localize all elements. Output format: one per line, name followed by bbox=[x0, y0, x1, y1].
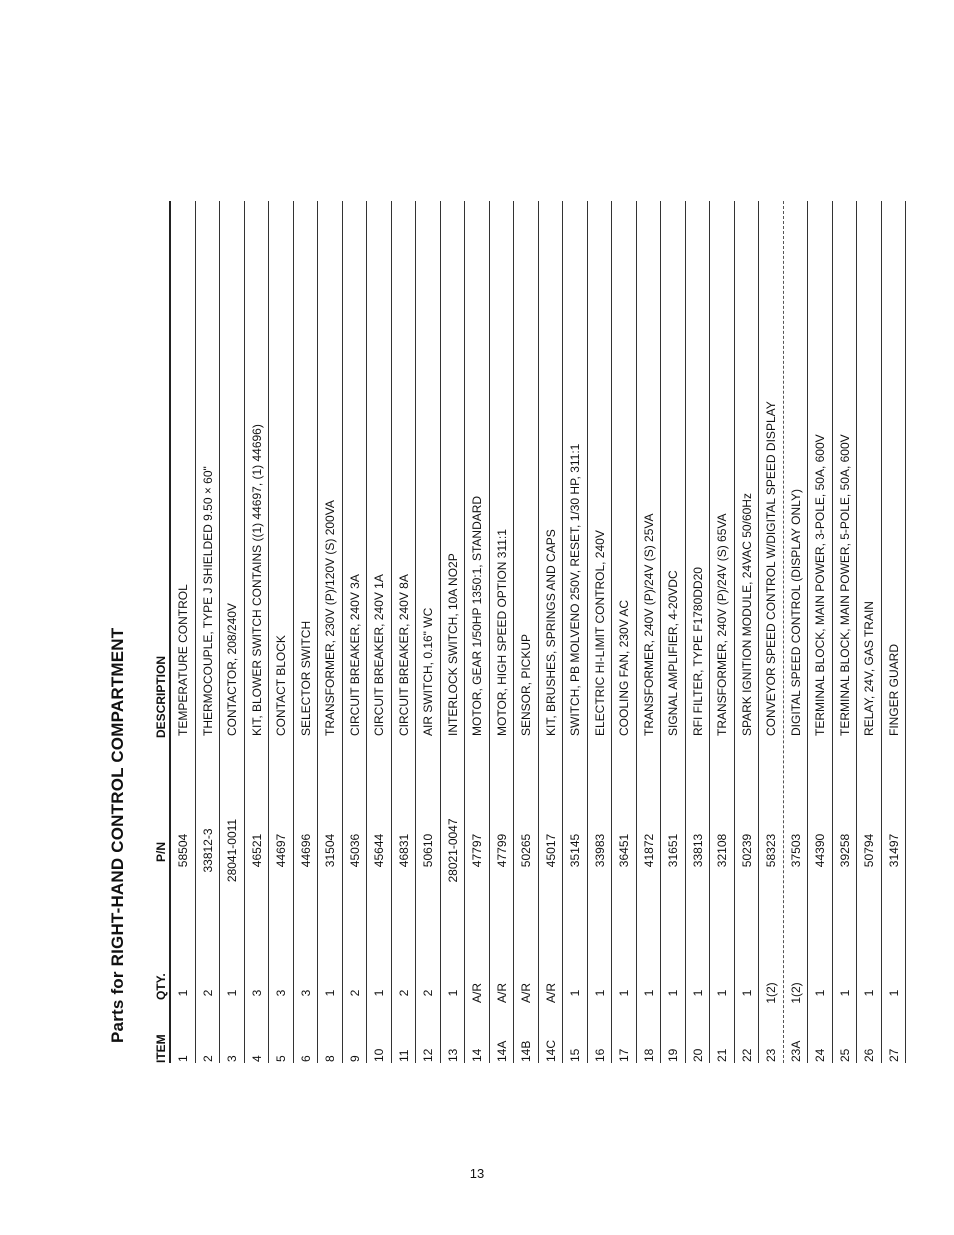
table-row bbox=[441, 201, 466, 1063]
qty-cell: 2 bbox=[347, 989, 362, 997]
table-row bbox=[514, 201, 539, 1063]
qty-cell: 1(2) bbox=[764, 982, 778, 1004]
pn-cell: 37503 bbox=[788, 833, 803, 868]
item-cell: 14B bbox=[519, 1040, 533, 1062]
table-row bbox=[318, 201, 343, 1063]
item-cell: 9 bbox=[347, 1055, 362, 1062]
item-cell: 27 bbox=[886, 1048, 901, 1062]
qty-cell: 1 bbox=[837, 989, 852, 997]
qty-cell: 3 bbox=[249, 989, 264, 997]
table-row bbox=[171, 201, 196, 1063]
description-cell: SENSOR, PICKUP bbox=[519, 633, 533, 736]
pn-cell: 50265 bbox=[519, 833, 533, 868]
qty-cell: A/R bbox=[494, 983, 509, 1004]
pn-cell: 47799 bbox=[494, 833, 509, 868]
pn-cell: 58504 bbox=[176, 833, 190, 868]
description-cell: THERMOCOUPLE, TYPE J SHIELDED 9.50 × 60" bbox=[200, 466, 215, 736]
qty-cell: A/R bbox=[519, 983, 533, 1004]
description-cell: KIT, BLOWER SWITCH CONTAINS ((1) 44697, (1) 44696) bbox=[249, 424, 264, 736]
table-row bbox=[612, 201, 637, 1063]
header-pn: P/N bbox=[154, 841, 168, 862]
table-row bbox=[735, 201, 760, 1063]
item-cell: 1 bbox=[176, 1055, 190, 1062]
header-item: ITEM bbox=[154, 1034, 168, 1063]
rotated-parts-table bbox=[108, 143, 954, 1063]
item-cell: 11 bbox=[396, 1049, 411, 1062]
table-row bbox=[245, 201, 270, 1063]
pn-cell: 31497 bbox=[886, 833, 901, 868]
qty-cell: 1 bbox=[862, 989, 876, 997]
description-cell: TRANSFORMER, 240V (P)/24V (S) 65VA bbox=[715, 513, 729, 736]
qty-cell: 1 bbox=[690, 989, 705, 997]
pn-cell: 44697 bbox=[274, 833, 288, 868]
description-cell: SIGNAL AMPLIFIER, 4-20VDC bbox=[666, 570, 680, 736]
item-cell: 22 bbox=[739, 1048, 754, 1062]
description-cell: SELECTOR SWITCH bbox=[298, 620, 313, 736]
qty-cell: A/R bbox=[543, 983, 558, 1004]
pn-cell: 50239 bbox=[739, 833, 754, 868]
description-cell: MOTOR, HIGH SPEED OPTION 311:1 bbox=[494, 529, 509, 736]
description-cell: FINGER GUARD bbox=[886, 643, 901, 736]
qty-cell: 1 bbox=[592, 989, 607, 997]
qty-cell: 1 bbox=[176, 989, 190, 997]
pn-cell: 31651 bbox=[666, 833, 680, 868]
table-row bbox=[294, 201, 319, 1063]
pn-cell: 28041-0011 bbox=[225, 818, 239, 883]
parts-table-body bbox=[171, 201, 906, 1063]
qty-cell: A/R bbox=[470, 983, 484, 1004]
table-row bbox=[710, 201, 735, 1063]
pn-cell: 33983 bbox=[592, 833, 607, 868]
table-row bbox=[196, 201, 221, 1063]
qty-cell: 1 bbox=[739, 989, 754, 997]
description-cell: DIGITAL SPEED CONTROL (DISPLAY ONLY) bbox=[788, 489, 803, 736]
description-cell: TERMINAL BLOCK, MAIN POWER, 3-POLE, 50A, 600V bbox=[813, 434, 827, 736]
description-cell: TERMINAL BLOCK, MAIN POWER, 5-POLE, 50A, 600V bbox=[837, 434, 852, 736]
item-cell: 25 bbox=[837, 1048, 852, 1062]
table-row bbox=[759, 201, 784, 1063]
qty-cell: 1 bbox=[715, 989, 729, 997]
table-row bbox=[563, 201, 588, 1063]
item-cell: 13 bbox=[445, 1048, 460, 1062]
description-cell: ELECTRIC HI-LIMIT CONTROL, 240V bbox=[592, 530, 607, 736]
pn-cell: 50610 bbox=[421, 833, 435, 868]
page-number: 13 bbox=[469, 1166, 485, 1181]
description-cell: RFI FILTER, TYPE F1780DD20 bbox=[690, 567, 705, 736]
item-cell: 6 bbox=[298, 1055, 313, 1062]
pn-cell: 33813 bbox=[690, 833, 705, 868]
description-cell: SPARK IGNITION MODULE, 24VAC 50/60Hz bbox=[739, 493, 754, 736]
pn-cell: 36451 bbox=[617, 833, 631, 868]
table-row bbox=[269, 201, 294, 1063]
qty-cell: 1 bbox=[445, 989, 460, 997]
item-cell: 23 bbox=[764, 1048, 778, 1062]
description-cell: TEMPERATURE CONTROL bbox=[176, 584, 190, 736]
header-qty: QTY. bbox=[154, 973, 168, 1000]
item-cell: 20 bbox=[690, 1048, 705, 1062]
qty-cell: 2 bbox=[396, 989, 411, 997]
item-cell: 14A bbox=[494, 1040, 509, 1062]
item-cell: 14 bbox=[470, 1048, 484, 1062]
description-cell: SWITCH, PB MOLVENO 250V, RESET, 1/30 HP, 311:1 bbox=[568, 443, 582, 736]
pn-cell: 41872 bbox=[641, 833, 656, 868]
table-row bbox=[808, 201, 833, 1063]
item-cell: 8 bbox=[323, 1055, 337, 1062]
table-row bbox=[661, 201, 686, 1063]
pn-cell: 45644 bbox=[372, 833, 386, 868]
pn-cell: 45036 bbox=[347, 833, 362, 868]
item-cell: 12 bbox=[421, 1048, 435, 1062]
pn-cell: 32108 bbox=[715, 833, 729, 868]
item-cell: 17 bbox=[617, 1048, 631, 1062]
table-row bbox=[343, 201, 368, 1063]
table-row bbox=[833, 201, 858, 1063]
pn-cell: 28021-0047 bbox=[445, 818, 460, 883]
qty-cell: 3 bbox=[298, 989, 313, 997]
table-row bbox=[637, 201, 662, 1063]
description-cell: CIRCUIT BREAKER, 240V 1A bbox=[372, 574, 386, 736]
qty-cell: 1 bbox=[568, 989, 582, 997]
qty-cell: 1(2) bbox=[788, 982, 803, 1004]
description-cell: MOTOR, GEAR 1/50HP 1350:1, STANDARD bbox=[470, 495, 484, 736]
description-cell: TRANSFORMER, 240V (P)/24V (S) 25VA bbox=[641, 513, 656, 736]
pn-cell: 44390 bbox=[813, 833, 827, 868]
item-cell: 10 bbox=[372, 1048, 386, 1062]
description-cell: CONTACT BLOCK bbox=[274, 635, 288, 736]
item-cell: 16 bbox=[592, 1048, 607, 1062]
description-cell: CIRCUIT BREAKER, 240V 3A bbox=[347, 574, 362, 736]
pn-cell: 45017 bbox=[543, 833, 558, 868]
table-row bbox=[539, 201, 564, 1063]
page-title: Parts for RIGHT-HAND CONTROL COMPARTMENT bbox=[108, 627, 127, 1043]
description-cell: COOLING FAN, 230V AC bbox=[617, 599, 631, 736]
description-cell: TRANSFORMER, 230V (P)/120V (S) 200VA bbox=[323, 500, 337, 736]
item-cell: 15 bbox=[568, 1048, 582, 1062]
item-cell: 24 bbox=[813, 1048, 827, 1062]
table-row bbox=[882, 201, 907, 1063]
pn-cell: 35145 bbox=[568, 833, 582, 868]
item-cell: 14C bbox=[543, 1039, 558, 1062]
qty-cell: 2 bbox=[421, 989, 435, 997]
table-row bbox=[686, 201, 711, 1063]
pn-cell: 39258 bbox=[837, 833, 852, 868]
qty-cell: 3 bbox=[274, 989, 288, 997]
item-cell: 3 bbox=[225, 1055, 239, 1062]
qty-cell: 2 bbox=[200, 989, 215, 997]
item-cell: 19 bbox=[666, 1048, 680, 1062]
description-cell: CONTACTOR, 208/240V bbox=[225, 603, 239, 736]
header-description: DESCRIPTION bbox=[154, 655, 168, 738]
table-row bbox=[857, 201, 882, 1063]
qty-cell: 1 bbox=[617, 989, 631, 997]
pn-cell: 46521 bbox=[249, 833, 264, 868]
description-cell: KIT, BRUSHES, SPRINGS AND CAPS bbox=[543, 529, 558, 736]
item-cell: 5 bbox=[274, 1055, 288, 1062]
pn-cell: 46831 bbox=[396, 833, 411, 868]
qty-cell: 1 bbox=[886, 989, 901, 997]
description-cell: CONVEYOR SPEED CONTROL W/DIGITAL SPEED DISPLAY bbox=[764, 401, 778, 736]
qty-cell: 1 bbox=[666, 989, 680, 997]
pn-cell: 58323 bbox=[764, 833, 778, 868]
table-row bbox=[588, 201, 613, 1063]
pn-cell: 31504 bbox=[323, 833, 337, 868]
pn-cell: 50794 bbox=[862, 833, 876, 868]
qty-cell: 1 bbox=[323, 989, 337, 997]
item-cell: 4 bbox=[249, 1055, 264, 1062]
description-cell: INTERLOCK SWITCH, 10A NO2P bbox=[445, 553, 460, 736]
table-row bbox=[220, 201, 245, 1063]
item-cell: 23A bbox=[788, 1040, 803, 1062]
table-row bbox=[416, 201, 441, 1063]
qty-cell: 1 bbox=[372, 989, 386, 997]
item-cell: 21 bbox=[715, 1048, 729, 1062]
table-row bbox=[367, 201, 392, 1063]
item-cell: 26 bbox=[862, 1048, 876, 1062]
table-row bbox=[465, 201, 490, 1063]
description-cell: AIR SWITCH, 0.16" WC bbox=[421, 607, 435, 736]
qty-cell: 1 bbox=[225, 989, 239, 997]
pn-cell: 33812-3 bbox=[200, 828, 215, 873]
table-row bbox=[392, 201, 417, 1063]
qty-cell: 1 bbox=[641, 989, 656, 997]
pn-cell: 47797 bbox=[470, 833, 484, 868]
description-cell: CIRCUIT BREAKER, 240V 8A bbox=[396, 574, 411, 736]
table-row bbox=[784, 201, 809, 1063]
item-cell: 18 bbox=[641, 1048, 656, 1062]
pn-cell: 44696 bbox=[298, 833, 313, 868]
table-row bbox=[490, 201, 515, 1063]
qty-cell: 1 bbox=[813, 989, 827, 997]
item-cell: 2 bbox=[200, 1055, 215, 1062]
description-cell: RELAY, 24V, GAS TRAIN bbox=[862, 601, 876, 736]
